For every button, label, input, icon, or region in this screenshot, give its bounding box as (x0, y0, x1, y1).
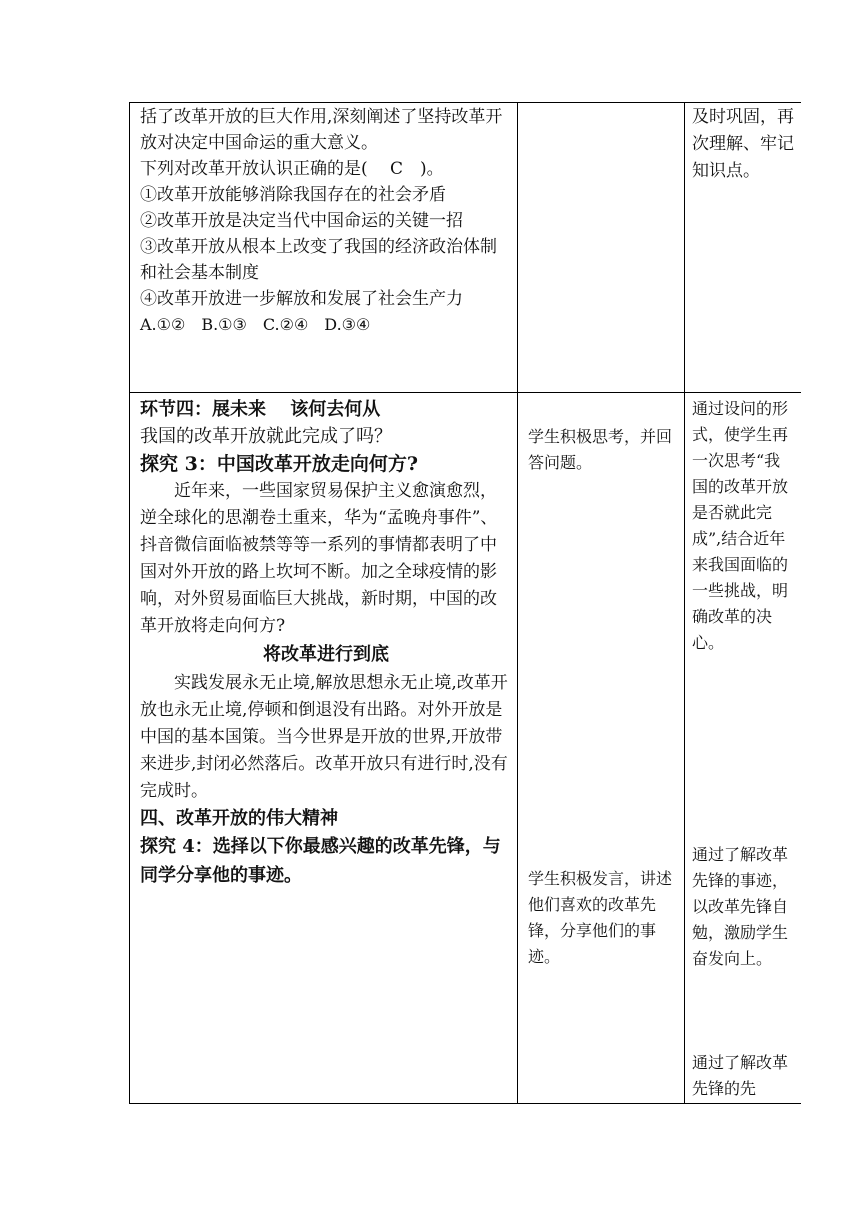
design-intent-3 (692, 1050, 796, 1102)
table-column-divider-1 (517, 102, 518, 1104)
design-intent-2 (692, 842, 796, 972)
question-text: 括了改革开放的巨大作用,深刻阐述了坚持改革开放对决定中国命运的重大意义。 (140, 107, 503, 153)
option-4: ④改革开放进一步解放和发展了社会生产力 (140, 289, 463, 309)
purpose-text: 及时巩固，再次理解、牢记知识点。 (692, 107, 794, 181)
student-activity-2 (528, 866, 676, 970)
table-column-divider-2 (684, 102, 685, 1104)
answer-choices: A.①② B.①③ C.②④ D.③④ (140, 315, 371, 334)
section-title: 环节四：展未来 该何去何从 (140, 399, 381, 420)
student-activity-2-text: 学生积极发言，讲述他们喜欢的改革先锋，分享他们的事迹。 (528, 869, 673, 966)
row1-purpose-cell (692, 104, 796, 185)
student-activity-1-text: 学生积极思考，并回答问题。 (528, 427, 673, 472)
table-border-bottom (129, 1103, 801, 1104)
row2-content-cell (140, 396, 512, 890)
section-4-heading: 四、改革开放的伟大精神 (140, 808, 338, 829)
option-1: ①改革开放能够消除我国存在的社会矛盾 (140, 185, 446, 205)
guiding-question: 我国的改革开放就此完成了吗？ (140, 426, 392, 447)
option-2: ②改革开放是决定当代中国命运的关键一招 (140, 211, 463, 231)
design-intent-1-text: 通过设问的形式，使学生再一次思考“我国的改革开放是否就此完成”,结合近年来我国面临的一些挑战，明确改革的决心。 (692, 399, 789, 652)
design-intent-2-text: 通过了解改革先锋的事迹，以改革先锋自勉，激励学生奋发向上。 (692, 845, 789, 968)
table-border-left (129, 102, 130, 1104)
question-prompt: 下列对改革开放认识正确的是( C )。 (140, 159, 444, 179)
explore-4-heading: 探究 4：选择以下你最感兴趣的改革先锋，与同学分享他的事迹。 (140, 836, 501, 886)
reform-paragraph: 实践发展永无止境,解放思想永无止境,改革开放也永无止境,停顿和倒退没有出路。对外开放是中国的基本国策。当今世界是开放的世界,开放带来进步,封闭必然落后。改革开放只有进行时,没有完成时。 (140, 673, 508, 801)
table-row-divider (129, 392, 801, 393)
table-border-top (129, 102, 801, 103)
subheading: 将改革进行到底 (263, 644, 389, 665)
explore-3-paragraph: 近年来，一些国家贸易保护主义愈演愈烈，逆全球化的思潮卷土重来，华为“孟晚舟事件”、抖音微信面临被禁等等一系列的事情都表明了中国对外开放的路上坎坷不断。加之全球疫情的影响，对外贸易面临巨大挑战，新时期，中国的改革开放将走向何方? (140, 481, 498, 636)
row1-content-cell (140, 104, 512, 338)
explore-3-heading: 探究 3：中国改革开放走向何方? (140, 453, 418, 475)
option-3: ③改革开放从根本上改变了我国的经济政治体制和社会基本制度 (140, 237, 497, 283)
student-activity-1 (528, 424, 676, 476)
design-intent-1 (692, 396, 796, 656)
design-intent-3-text: 通过了解改革先锋的先 (692, 1053, 789, 1098)
